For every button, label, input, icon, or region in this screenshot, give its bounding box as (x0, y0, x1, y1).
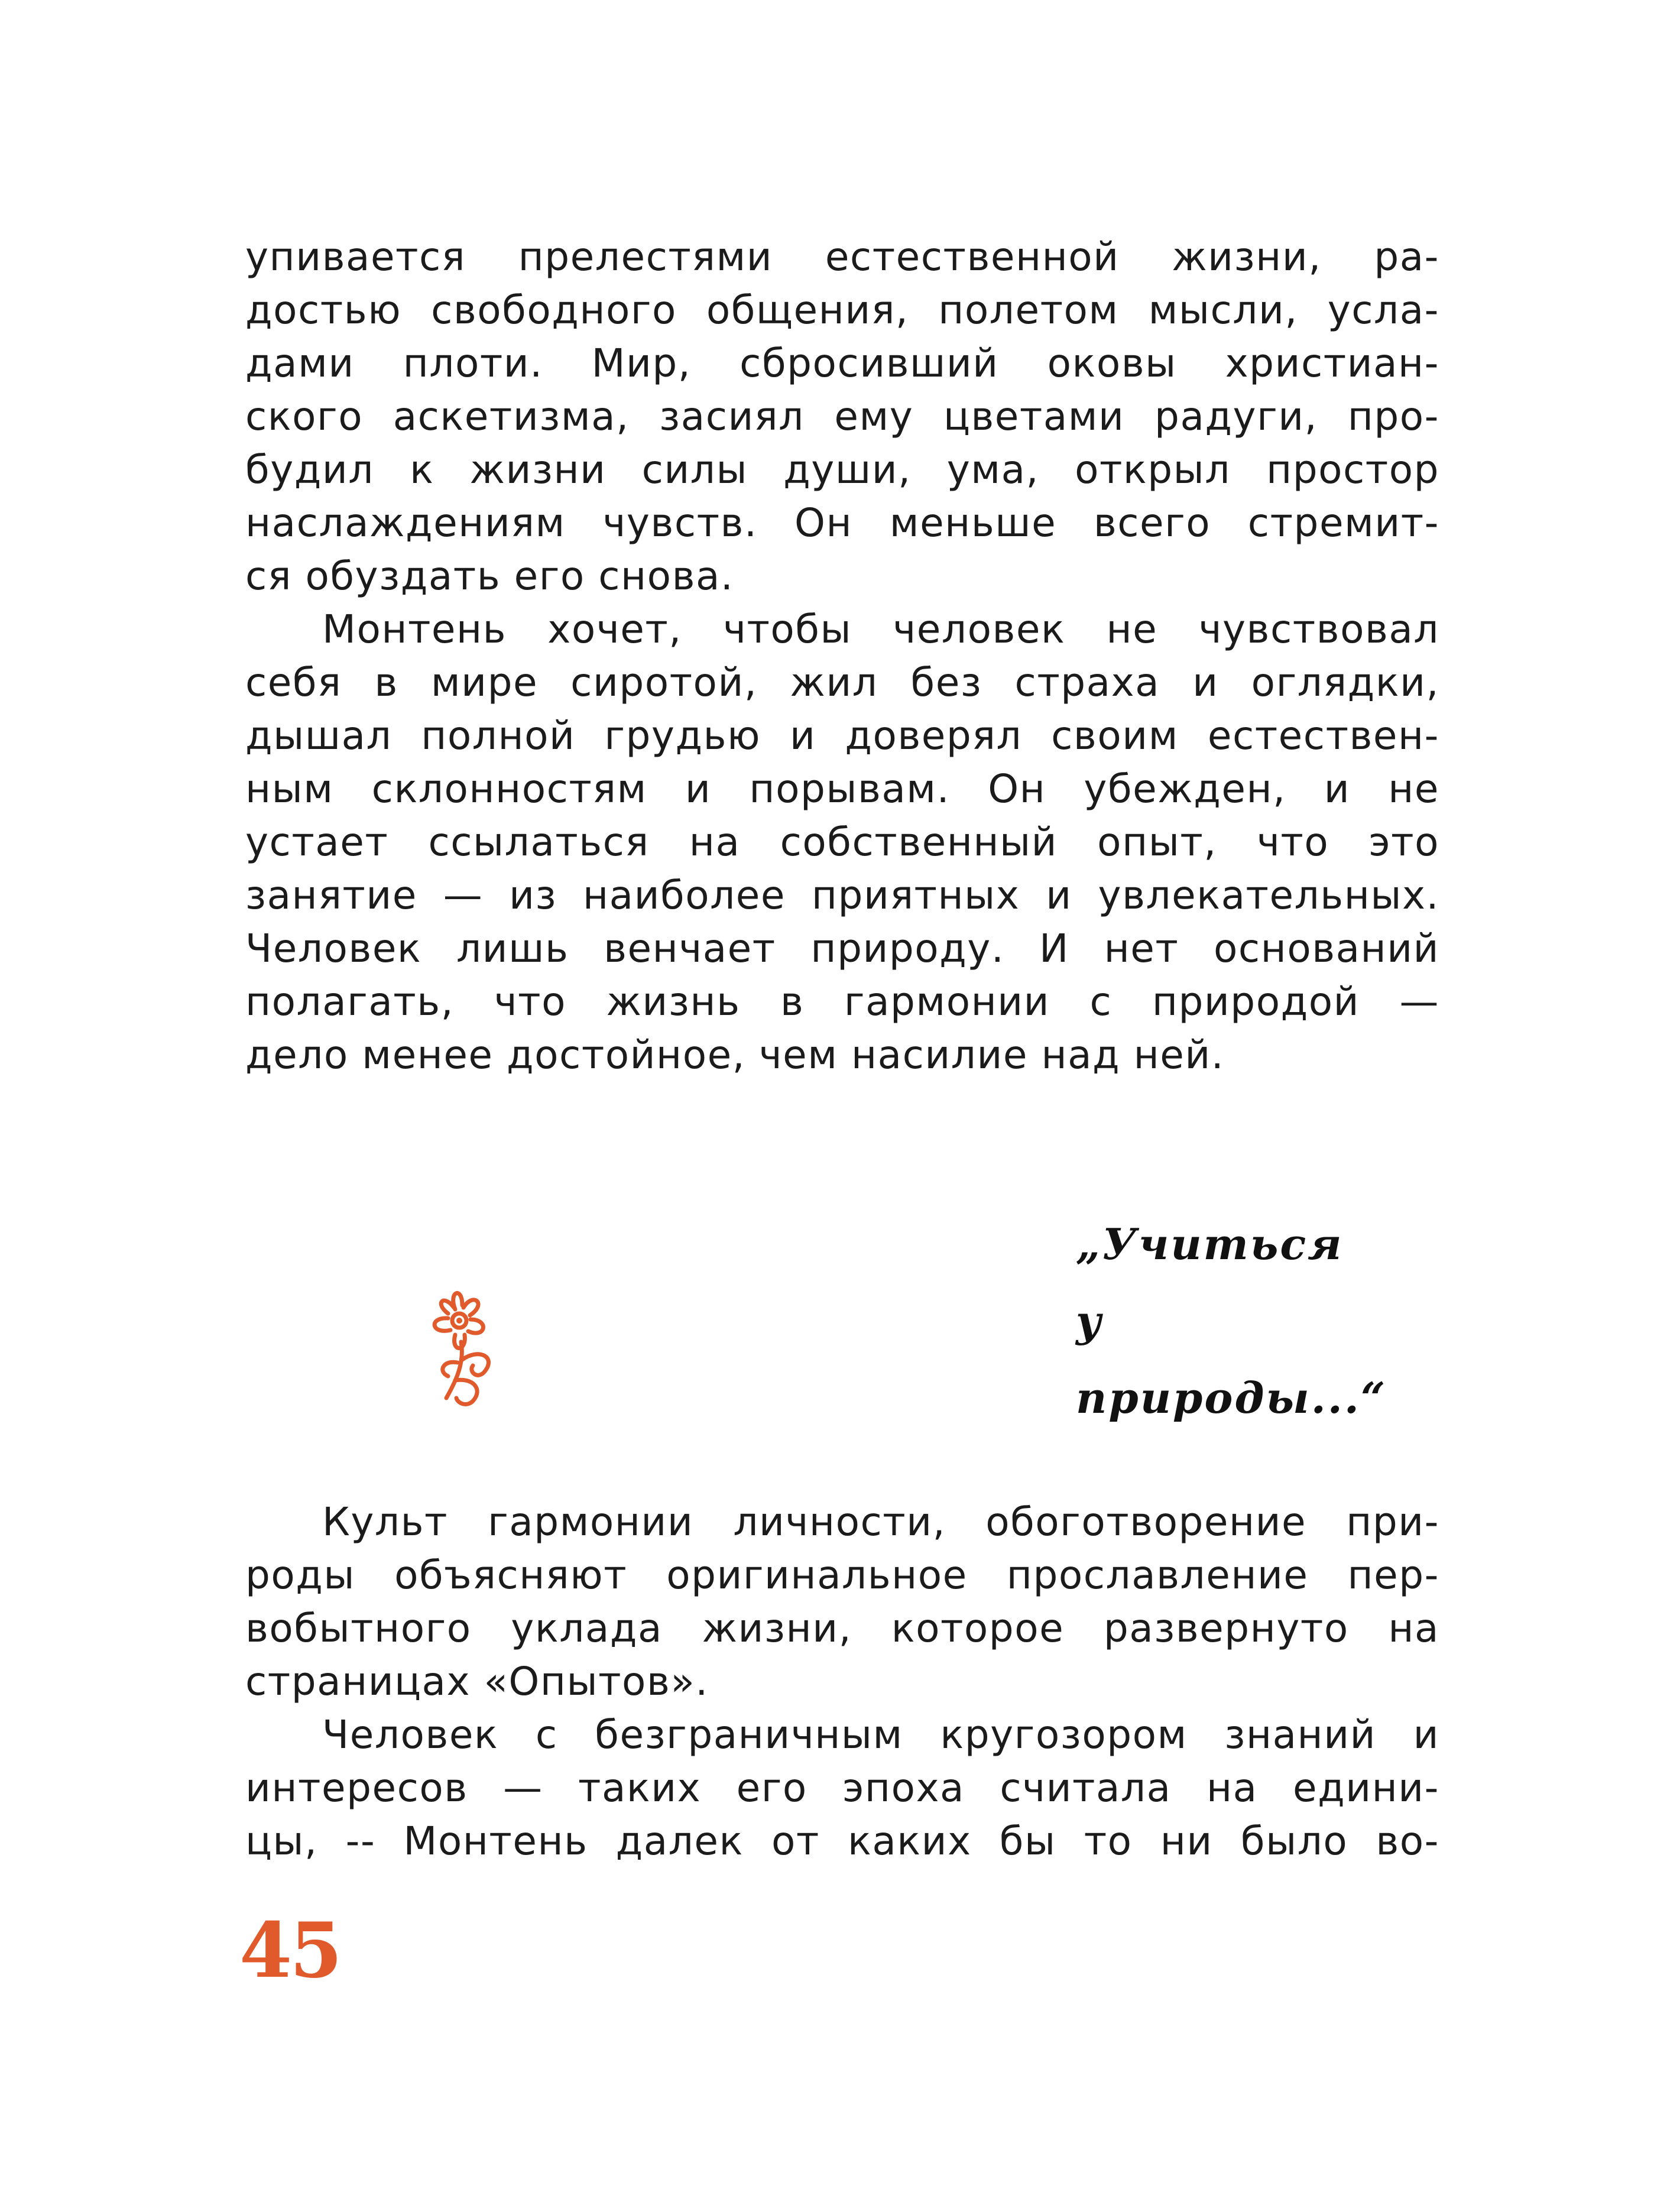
text-line: дело менее достойное, чем насилие над ней. (245, 1032, 1225, 1078)
text-line: Культ гармонии личности, обоготворение при- (322, 1499, 1439, 1545)
text-line: дышал полной грудью и доверял своим естествен- (245, 713, 1439, 758)
text-line: полагать, что жизнь в гармонии с природой — (245, 979, 1439, 1024)
text-line: ского аскетизма, засиял ему цветами радуги, про- (245, 394, 1439, 439)
text-line: ным склонностям и порывам. Он убежден, и не (245, 766, 1439, 812)
text-line: упивается прелестями естественной жизни, ра- (245, 234, 1439, 280)
text-line: интересов — таких его эпоха считала на едини- (245, 1765, 1439, 1811)
text-line: себя в мире сиротой, жил без страха и оглядки, (245, 660, 1439, 705)
text-line: будил к жизни силы души, ума, открыл простор (245, 447, 1439, 492)
flower-ornament-icon (414, 1283, 508, 1413)
heading-line-2: у (1076, 1296, 1104, 1346)
text-line: наслаждениям чувств. Он меньше всего стремит- (245, 500, 1439, 546)
text-line: ся обуздать его снова. (245, 553, 734, 599)
text-line: Человек с безграничным кругозором знаний и (322, 1712, 1439, 1757)
text-line: Человек лишь венчает природу. И нет оснований (245, 926, 1439, 971)
heading-line-1: „Учиться (1076, 1219, 1344, 1269)
heading-line-3: природы...“ (1076, 1373, 1387, 1423)
text-line: роды объясняют оригинальное прославление пер- (245, 1552, 1439, 1598)
page-number: 45 (239, 1906, 340, 1995)
text-line: Монтень хочет, чтобы человек не чувствовал (322, 607, 1439, 652)
text-line: устает ссылаться на собственный опыт, что это (245, 819, 1439, 865)
text-line: страницах «Опытов». (245, 1659, 709, 1704)
text-line: достью свободного общения, полетом мысли, усла- (245, 287, 1439, 333)
text-line: цы, -- Монтень далек от каких бы то ни было во- (245, 1818, 1439, 1864)
text-line: вобытного уклада жизни, которое развернуто на (245, 1606, 1439, 1651)
text-line: занятие — из наиболее приятных и увлекательных. (245, 873, 1439, 918)
text-line: дами плоти. Мир, сбросивший оковы христиан- (245, 340, 1439, 386)
